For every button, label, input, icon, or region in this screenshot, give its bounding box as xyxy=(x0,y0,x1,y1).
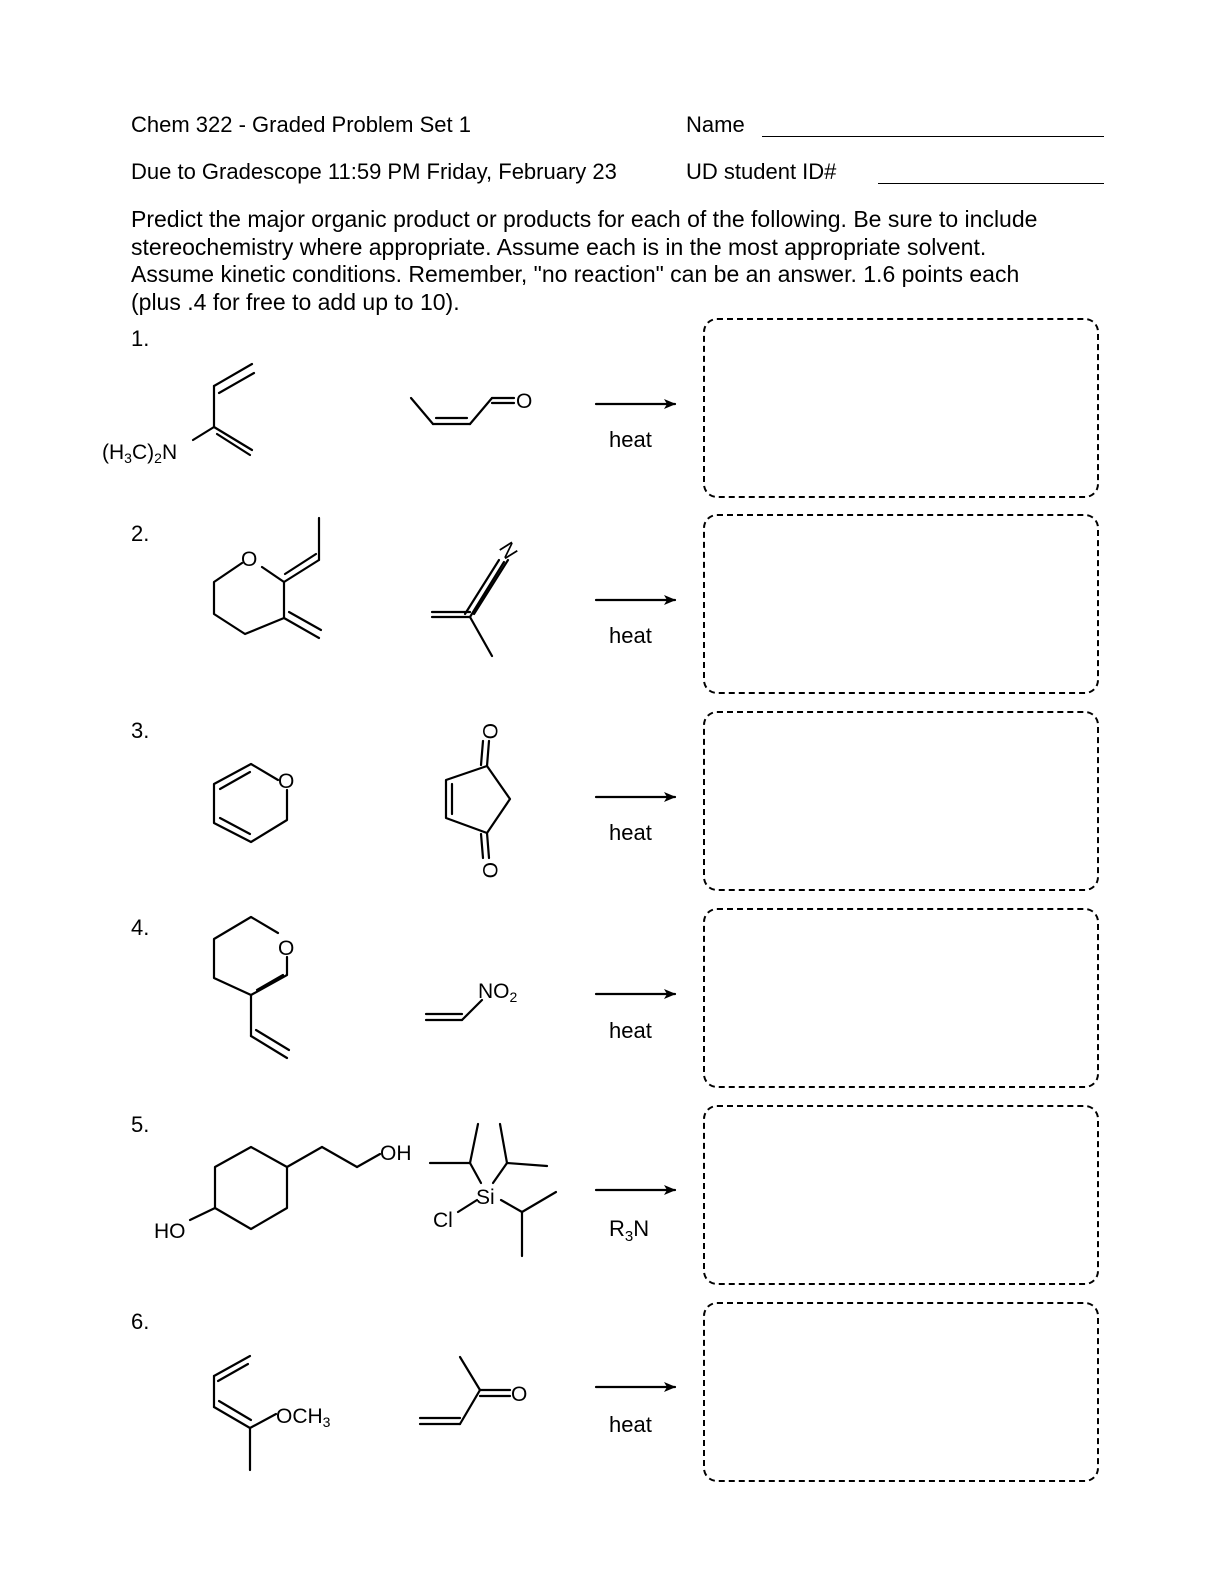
problem-number-3: 3. xyxy=(131,718,150,743)
svg-text:O: O xyxy=(516,390,533,413)
instructions-line-3: Assume kinetic conditions. Remember, "no reaction" can be an answer. 1.6 points each xyxy=(131,261,1020,287)
problem-number-5: 5. xyxy=(131,1112,150,1137)
svg-text:O: O xyxy=(511,1383,528,1406)
svg-text:NO2: NO2 xyxy=(478,980,518,1005)
svg-text:OH: OH xyxy=(380,1142,412,1165)
due-line: Due to Gradescope 11:59 PM Friday, February 23 xyxy=(131,159,617,184)
instructions-line-1: Predict the major organic product or products for each of the following. Be sure to include xyxy=(131,206,1038,232)
svg-text:O: O xyxy=(278,937,295,960)
name-label: Name xyxy=(686,112,745,137)
diene-structure-3 xyxy=(214,764,294,842)
problem-number-1: 1. xyxy=(131,326,150,351)
svg-text:O: O xyxy=(278,770,295,793)
condition-5: $R_3N$ xyxy=(609,1216,650,1245)
condition-3: heat xyxy=(609,820,652,845)
dienophile-structure-4 xyxy=(426,980,518,1020)
dienophile-structure-2 xyxy=(432,538,522,656)
svg-text:N: N xyxy=(494,538,522,564)
course-title: Chem 322 - Graded Problem Set 1 xyxy=(131,112,471,137)
diol-structure-5 xyxy=(154,1142,412,1243)
problem-number-4: 4. xyxy=(131,915,150,940)
svg-text:(H3C)2N: (H3C)2N xyxy=(102,441,178,466)
problem-number-2: 2. xyxy=(131,521,150,546)
svg-text:OCH3: OCH3 xyxy=(276,1405,331,1430)
condition-2: heat xyxy=(609,623,652,648)
svg-text:O: O xyxy=(478,723,501,740)
diene-structure-2 xyxy=(214,518,321,638)
dienophile-structure-1 xyxy=(411,390,532,424)
diene-structure-6 xyxy=(214,1356,331,1470)
svg-text:O: O xyxy=(478,862,501,879)
condition-6: heat xyxy=(609,1412,652,1437)
svg-text:Cl: Cl xyxy=(433,1209,453,1232)
svg-text:Si: Si xyxy=(476,1186,495,1209)
instructions-line-2: stereochemistry where appropriate. Assume each is in the most appropriate solvent. xyxy=(131,233,987,260)
dienophile-structure-6 xyxy=(420,1357,527,1424)
svg-text:O: O xyxy=(241,548,258,571)
instructions-line-4: (plus .4 for free to add up to 10). xyxy=(131,288,460,315)
student-id-label: UD student ID# xyxy=(686,159,837,184)
diene-structure-1 xyxy=(102,364,254,466)
condition-1: heat xyxy=(609,427,652,452)
silyl-chloride-structure-5 xyxy=(430,1124,556,1256)
condition-4: heat xyxy=(609,1018,652,1043)
svg-text:HO: HO xyxy=(154,1220,186,1243)
diene-structure-4 xyxy=(214,917,294,1058)
problem-number-6: 6. xyxy=(131,1309,150,1334)
dienophile-structure-3 xyxy=(446,723,510,878)
